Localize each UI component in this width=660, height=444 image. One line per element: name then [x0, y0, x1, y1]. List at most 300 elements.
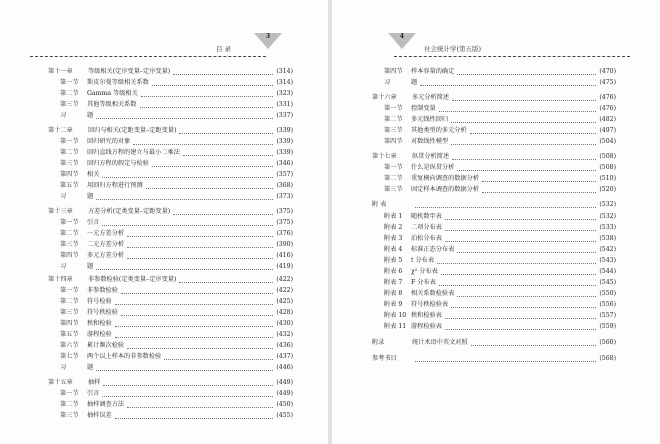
toc-entry-title: 秩和检验 [87, 320, 112, 327]
toc-section-entry [48, 330, 293, 340]
toc-entry-page: (428) [276, 309, 293, 316]
toc-leader-dots [103, 385, 273, 386]
toc-entry-page: (532) [599, 201, 616, 208]
toc-entry-page: (375) [276, 208, 293, 215]
toc-entry-label [48, 67, 170, 77]
running-header-title: 目 录 [216, 45, 232, 53]
toc-entry-number: 参考书目 [372, 355, 397, 362]
toc-leader-dots [452, 159, 596, 160]
toc-entry-number: 附表 4 [384, 246, 403, 253]
toc-section-entry [372, 267, 616, 277]
toc-entry-title: 用回归方程进行预测 [87, 182, 143, 189]
toc-section-entry [48, 100, 293, 110]
toc-entry-number: 附表 11 [384, 323, 407, 330]
toc-entry-title: 秩和检验表 [411, 312, 442, 319]
toc-section-entry [372, 311, 616, 321]
toc-entry-label [372, 185, 479, 195]
toc-entry-title: 方差分析(定类变量–定距变量) [88, 208, 171, 215]
toc-section-entry [48, 297, 293, 307]
toc-entry-page: (533) [599, 224, 616, 231]
toc-section-entry [48, 363, 293, 373]
header-rule [30, 56, 266, 57]
toc-leader-dots [141, 96, 274, 97]
toc-entry-title: χ² 分布表 [411, 268, 438, 275]
toc-entry-label [48, 378, 100, 388]
toc-entry-number: 附表 5 [384, 257, 403, 264]
toc-entry-page: (450) [276, 401, 293, 408]
toc-entry-label [48, 126, 176, 136]
toc-entry-label [372, 174, 479, 184]
toc-entry-title: 两个以上样本的非参数检验 [87, 353, 162, 360]
toc-section-entry [48, 181, 293, 191]
toc-entry-title: 抽样误差 [87, 412, 112, 419]
toc-entry-page: (331) [276, 101, 293, 108]
toc-entry-page: (357) [276, 171, 293, 178]
toc-entry-number: 第四节 [384, 68, 403, 75]
toc-entry-label [372, 256, 434, 266]
toc-entry-label [48, 297, 112, 307]
toc-entry-number: 第五节 [60, 182, 79, 189]
toc-leader-dots [415, 207, 596, 208]
toc-entry-page: (422) [276, 276, 293, 283]
toc-entry-page: (339) [276, 138, 293, 145]
toc-entry-title: 题 [87, 263, 94, 270]
toc-leader-dots [415, 361, 596, 362]
toc-entry-number: 第十四章 [48, 276, 73, 283]
toc-section-entry [48, 400, 293, 410]
toc-section-entry [48, 111, 293, 121]
toc-entry-label [48, 308, 118, 318]
toc-chapter-entry [48, 275, 293, 285]
toc-entry-number: 附表 7 [384, 279, 403, 286]
toc-entry-label [48, 100, 137, 110]
toc-entry-number: 第三节 [60, 101, 79, 108]
toc-entry-label [48, 341, 124, 351]
toc-leader-dots [451, 122, 596, 123]
toc-entry-label [372, 245, 454, 255]
toc-entry-title: 多元分析简述 [412, 94, 450, 101]
toc-entry-label [48, 251, 124, 261]
toc-leader-dots [127, 348, 273, 349]
page-number: 3 [265, 33, 271, 40]
toc-entry-label [48, 400, 124, 410]
toc-leader-dots [96, 269, 273, 270]
toc-entry-label [372, 338, 468, 348]
toc-entry-label [48, 411, 112, 421]
toc-entry-title: 二项分布表 [411, 224, 442, 231]
toc-entry-number: 第三节 [60, 241, 79, 248]
toc-entry-label [48, 240, 124, 250]
toc-entry-page: (508) [599, 164, 616, 171]
toc-entry-number: 第一节 [60, 79, 79, 86]
right-page-header [332, 33, 660, 57]
toc-leader-dots [102, 396, 273, 397]
toc-entry-page: (425) [276, 298, 293, 305]
toc-entry-title: 重复横向调查的数据分析 [411, 175, 480, 182]
toc-section-entry [48, 240, 293, 250]
toc-leader-dots [470, 133, 597, 134]
toc-entry-page: (476) [599, 105, 616, 112]
toc-leader-dots [146, 188, 274, 189]
toc-chapter-entry [372, 200, 616, 210]
toc-section-entry [372, 104, 616, 114]
toc-section-entry [372, 185, 616, 195]
toc-entry-number: 附表 3 [384, 235, 403, 242]
toc-entry-number: 第三节 [384, 186, 403, 193]
toc-leader-dots [445, 318, 596, 319]
toc-entry-label [372, 67, 454, 77]
toc-entry-title: Gamma 等级相关 [87, 90, 138, 97]
toc-entry-page: (544) [599, 268, 616, 275]
toc-entry-number: 第三节 [60, 160, 79, 167]
toc-leader-dots [115, 337, 274, 338]
toc-section-entry [372, 67, 616, 77]
toc-section-entry [372, 289, 616, 299]
toc-entry-title: 非参数检验 [87, 287, 118, 294]
toc-chapter-entry [48, 126, 293, 136]
toc-entry-label [372, 104, 436, 114]
toc-entry-page: (532) [599, 213, 616, 220]
toc-entry-label [372, 163, 454, 173]
toc-entry-title: 泊松分布表 [411, 235, 442, 242]
toc-leader-dots [482, 192, 596, 193]
toc-leader-dots [96, 199, 273, 200]
toc-entry-title: 控制变量 [411, 105, 436, 112]
toc-entry-number: 第三节 [384, 127, 403, 134]
toc-entry-page: (556) [599, 301, 616, 308]
toc-leader-dots [482, 181, 596, 182]
toc-entry-number: 附表 8 [384, 290, 403, 297]
toc-entry-title: 游程检验 [87, 331, 112, 338]
toc-leader-dots [152, 85, 273, 86]
toc-entry-number: 习 [60, 263, 67, 270]
toc-entry-page: (504) [599, 138, 616, 145]
toc-entry-number: 第二节 [384, 116, 403, 123]
toc-entry-title: 固定样本调查的数据分析 [411, 186, 480, 193]
toc-leader-dots [173, 74, 273, 75]
toc-leader-dots [127, 247, 273, 248]
toc-leader-dots [102, 177, 273, 178]
toc-leader-dots [179, 133, 273, 134]
toc-entry-page: (476) [599, 94, 616, 101]
toc-entry-label [48, 111, 93, 121]
toc-entry-number: 第十六章 [372, 94, 397, 101]
toc-section-entry [48, 78, 293, 88]
toc-section-entry [48, 192, 293, 202]
toc-entry-title: 累计频次检验 [87, 342, 125, 349]
toc-entry-number: 习 [384, 79, 391, 86]
toc-entry-page: (455) [276, 412, 293, 419]
toc-entry-page: (314) [276, 79, 293, 86]
toc-entry-number: 附表 9 [384, 301, 403, 308]
toc-entry-title: 回归直线方程的建立与最小二乘法 [87, 149, 180, 156]
toc-leader-dots [115, 304, 274, 305]
toc-entry-number: 第十一章 [48, 68, 73, 75]
toc-entry-label [48, 159, 149, 169]
toc-leader-dots [115, 326, 274, 327]
toc-entry-number: 第二节 [384, 175, 403, 182]
toc-entry-page: (497) [599, 127, 616, 134]
toc-chapter-entry [48, 378, 293, 388]
right-page [332, 0, 660, 444]
toc-entry-label [372, 300, 448, 310]
toc-entry-title: 样本容量的确定 [411, 68, 455, 75]
toc-leader-dots [115, 418, 274, 419]
toc-section-entry [48, 89, 293, 99]
toc-entry-label [48, 148, 180, 158]
toc-section-entry [48, 229, 293, 239]
toc-entry-title: 二元方差分析 [87, 241, 125, 248]
toc-section-entry [372, 278, 616, 288]
toc-leader-dots [127, 258, 273, 259]
toc-entry-title: 题 [411, 79, 418, 86]
toc-entry-number: 习 [60, 364, 67, 371]
toc-entry-number: 第十二章 [48, 127, 73, 134]
toc-leader-dots [173, 214, 273, 215]
toc-leader-dots [420, 85, 596, 86]
toc-section-entry [48, 148, 293, 158]
toc-leader-dots [133, 144, 273, 145]
toc-entry-label [372, 322, 442, 332]
toc-entry-page: (482) [599, 116, 616, 123]
toc-entry-number: 第四节 [60, 252, 79, 259]
toc-entry-title: 斯皮尔曼等级相关系数 [87, 79, 149, 86]
toc-entry-title: 符号秩检验 [87, 309, 118, 316]
toc-entry-title: t 分布表 [411, 257, 435, 264]
toc-entry-page: (538) [599, 235, 616, 242]
toc-entry-number: 第十七章 [372, 153, 397, 160]
toc-section-entry [48, 411, 293, 421]
toc-leader-dots [437, 263, 596, 264]
toc-entry-label [372, 200, 412, 210]
toc-entry-title: 纵贯分析简述 [412, 153, 450, 160]
toc-entry-title: 统计术语中英文对照 [412, 339, 468, 346]
toc-entry-label [48, 78, 149, 88]
toc-leader-dots [140, 107, 274, 108]
toc-entry-title: 等级相关(定序变量–定序变量) [88, 68, 171, 75]
toc-entry-title: 一元方差分析 [87, 230, 125, 237]
toc-entry-label [48, 170, 99, 180]
toc-section-entry [48, 286, 293, 296]
toc-chapter-entry [372, 338, 616, 348]
toc-entry-number: 第五节 [60, 331, 79, 338]
toc-leader-dots [121, 315, 273, 316]
toc-entry-page: (470) [599, 68, 616, 75]
toc-entry-page: (437) [276, 353, 293, 360]
toc-leader-dots [457, 296, 596, 297]
toc-entry-number: 第二节 [60, 298, 79, 305]
toc-entry-title: 抽样调查方法 [87, 401, 125, 408]
toc-section-entry [372, 300, 616, 310]
toc-chapter-entry [48, 67, 293, 77]
toc-section-entry [372, 245, 616, 255]
toc-section-entry [48, 319, 293, 329]
toc-entry-label [372, 152, 449, 162]
toc-entry-page: (542) [599, 246, 616, 253]
toc-entry-title: 随机数字表 [411, 213, 442, 220]
toc-chapter-entry [48, 207, 293, 217]
toc-leader-dots [127, 407, 273, 408]
toc-entry-number: 附表 1 [384, 213, 403, 220]
toc-entry-page: (390) [276, 241, 293, 248]
toc-entry-title: 其他类型的多元分析 [411, 127, 467, 134]
toc-entry-page: (368) [276, 182, 293, 189]
toc-section-entry [372, 174, 616, 184]
toc-entry-number: 第十五章 [48, 379, 73, 386]
toc-entry-page: (560) [599, 339, 616, 346]
toc-leader-dots [457, 74, 596, 75]
toc-entry-number: 第二节 [60, 90, 79, 97]
toc-entry-number: 附录 [372, 339, 385, 346]
toc-section-entry [48, 137, 293, 147]
toc-entry-label [372, 212, 442, 222]
toc-entry-page: (508) [599, 153, 616, 160]
toc-leader-dots [121, 293, 273, 294]
toc-entry-page: (510) [599, 175, 616, 182]
toc-entry-number: 习 [60, 112, 67, 119]
toc-section-entry [372, 137, 616, 147]
toc-entry-page: (449) [276, 379, 293, 386]
toc-leader-dots [452, 100, 596, 101]
toc-entry-title: 其他等级相关系数 [87, 101, 137, 108]
toc-leader-dots [127, 236, 273, 237]
toc-section-entry [372, 223, 616, 233]
toc-entry-label [48, 352, 161, 362]
toc-entry-page: (557) [599, 312, 616, 319]
toc-leader-dots [445, 230, 596, 231]
toc-entry-number: 附表 2 [384, 224, 403, 231]
toc-entry-number: 第一节 [60, 138, 79, 145]
toc-leader-dots [445, 329, 596, 330]
toc-section-entry [48, 251, 293, 261]
toc-entry-page: (520) [599, 186, 616, 193]
toc-leader-dots [457, 170, 596, 171]
toc-section-entry [48, 262, 293, 272]
toc-entry-title: 引言 [87, 219, 100, 226]
toc-entry-label [48, 286, 118, 296]
toc-entry-number: 第一节 [60, 219, 79, 226]
toc-section-entry [48, 341, 293, 351]
toc-entry-title: 标准正态分布表 [411, 246, 455, 253]
toc-entry-title: 题 [87, 364, 94, 371]
toc-entry-page: (422) [276, 287, 293, 294]
toc-entry-page: (436) [276, 342, 293, 349]
toc-entry-page: (568) [599, 355, 616, 362]
toc-entry-number: 附表 10 [384, 312, 407, 319]
toc-entry-title: F 分布表 [411, 279, 436, 286]
toc-entry-page: (337) [276, 112, 293, 119]
toc-entry-title: 相关系数检验表 [411, 290, 455, 297]
toc-entry-number: 习 [60, 193, 67, 200]
toc-entry-page: (430) [276, 320, 293, 327]
toc-entry-page: (432) [276, 331, 293, 338]
toc-entry-page: (373) [276, 193, 293, 200]
toc-entry-number: 第二节 [60, 230, 79, 237]
toc-section-entry [48, 308, 293, 318]
toc-entry-number: 第二节 [60, 401, 79, 408]
toc-leader-dots [457, 252, 596, 253]
toc-entry-label [372, 126, 467, 136]
toc-leader-dots [152, 166, 273, 167]
toc-entry-title: 题 [87, 112, 94, 119]
toc-leader-dots [445, 241, 596, 242]
toc-entry-title: 相关 [87, 171, 100, 178]
toc-chapter-entry [372, 354, 616, 364]
toc-entry-number: 第一节 [384, 164, 403, 171]
toc-entry-label [372, 137, 448, 147]
toc-leader-dots [445, 219, 596, 220]
toc-entry-title: 抽样 [88, 379, 101, 386]
toc-entry-title: 符号检验 [87, 298, 112, 305]
toc-entry-label [372, 223, 442, 233]
toc-entry-title: 符号秩检验表 [411, 301, 449, 308]
toc-entry-title: 多元方差分析 [87, 252, 125, 259]
toc-entry-number: 第二节 [60, 149, 79, 156]
toc-entry-number: 第十三章 [48, 208, 73, 215]
left-page-header [0, 33, 328, 57]
toc-entry-title: 题 [87, 193, 94, 200]
toc-entry-label [48, 275, 176, 285]
toc-entry-label [372, 278, 436, 288]
toc-entry-page: (543) [599, 257, 616, 264]
toc-leader-dots [102, 225, 273, 226]
toc-leader-dots [183, 155, 274, 156]
toc-section-entry [372, 163, 616, 173]
toc-section-entry [48, 352, 293, 362]
toc-section-entry [372, 322, 616, 332]
toc-entry-title: 回归方程的假定与检验 [87, 160, 149, 167]
toc-entry-number: 第六节 [60, 342, 79, 349]
toc-entry-label [48, 89, 138, 99]
toc-entry-number: 附 表 [372, 201, 387, 208]
toc-entry-number: 第一节 [60, 287, 79, 294]
toc-entry-number: 第三节 [60, 309, 79, 316]
toc-entry-label [372, 78, 417, 88]
toc-section-entry [372, 115, 616, 125]
toc-entry-number: 第四节 [384, 138, 403, 145]
toc-entry-number: 附表 6 [384, 268, 403, 275]
toc-entry-page: (545) [599, 279, 616, 286]
toc-entry-number: 第三节 [60, 412, 79, 419]
toc-chapter-entry [372, 152, 616, 162]
toc-entry-page: (475) [599, 79, 616, 86]
toc-entry-title: 什么是纵贯分析 [411, 164, 455, 171]
toc-entry-page: (446) [276, 364, 293, 371]
toc-entry-page: (339) [276, 149, 293, 156]
toc-entry-number: 第四节 [60, 171, 79, 178]
toc-section-entry [372, 126, 616, 136]
toc-entry-title: 非参数检验(定类变量–定序变量) [88, 276, 177, 283]
toc-leader-dots [439, 111, 597, 112]
toc-entry-title: 多元线性回归 [411, 116, 449, 123]
toc-section-entry [48, 159, 293, 169]
toc-entry-label [372, 93, 449, 103]
toc-entry-page: (559) [599, 323, 616, 330]
toc-entry-label [372, 267, 438, 277]
toc-leader-dots [471, 345, 597, 346]
toc-entry-label [48, 218, 99, 228]
page-number: 4 [399, 33, 405, 40]
toc-entry-label [372, 354, 412, 364]
toc-entry-title: 回归研究的对象 [87, 138, 131, 145]
left-page [0, 0, 328, 444]
toc-entry-label [372, 234, 442, 244]
toc-entry-number: 第一节 [384, 105, 403, 112]
toc-entry-title: 回归与相关(定距变量–定距变量) [88, 127, 177, 134]
toc-chapter-entry [372, 93, 616, 103]
toc-entry-label [48, 207, 170, 217]
toc-entry-page: (449) [276, 390, 293, 397]
